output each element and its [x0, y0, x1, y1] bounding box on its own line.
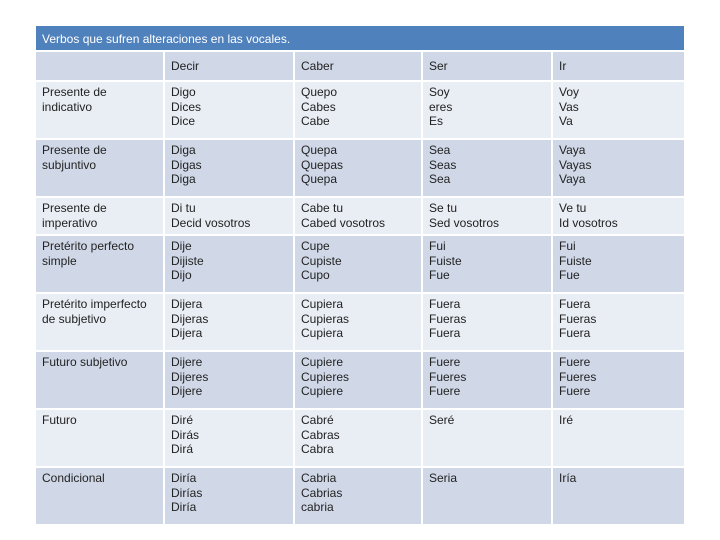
conjugation-form: Dices: [171, 99, 202, 114]
conjugation-form: Quepas: [301, 157, 344, 172]
conjugation-cell-ser: [422, 235, 552, 293]
conjugation-form: Diría: [171, 500, 197, 514]
tense-label-line: Presente de: [42, 143, 107, 157]
conjugation-cell-caber: [294, 351, 422, 409]
conjugation-cell-caber: [294, 139, 422, 197]
tense-label: [36, 351, 164, 409]
conjugation-form: Dijeras: [171, 311, 209, 326]
conjugation-cell-ser: [422, 81, 552, 139]
conjugation-form: Sea: [429, 143, 451, 157]
conjugation-form: Dirías: [171, 485, 203, 500]
table-row: [36, 409, 684, 467]
conjugation-form: Cupe: [301, 239, 330, 253]
conjugation-cell-caber: [294, 467, 422, 525]
conjugation-cell-caber: [294, 81, 422, 139]
conjugation-form: Dijere: [171, 355, 203, 369]
table-row: [36, 235, 684, 293]
tense-label: [36, 409, 164, 467]
conjugation-form: Diré: [171, 413, 194, 427]
conjugation-cell-caber: [294, 235, 422, 293]
conjugation-form: Vayas: [559, 157, 592, 172]
conjugation-form: Fui: [559, 239, 576, 253]
conjugation-form: Sed vosotros: [429, 215, 500, 230]
tense-label-line: de subjetivo: [42, 311, 107, 326]
table-row: [36, 467, 684, 525]
conjugation-form: Fue: [559, 268, 580, 282]
conjugation-form: Cupo: [301, 268, 330, 282]
conjugation-form: Iría: [559, 471, 577, 485]
tense-label-line: Futuro subjetivo: [42, 355, 128, 369]
conjugation-form: Seria: [429, 471, 458, 485]
conjugation-form: Sea: [429, 172, 451, 186]
conjugation-form: Id vosotros: [559, 215, 618, 230]
conjugation-form: Dijera: [171, 297, 203, 311]
conjugation-form: Cabed vosotros: [301, 215, 386, 230]
tense-label: [36, 197, 164, 235]
conjugation-form: Fuere: [429, 355, 461, 369]
conjugation-form: Quepo: [301, 85, 338, 99]
conjugation-cell-ser: [422, 351, 552, 409]
tense-label-line: Pretérito perfecto: [42, 239, 135, 253]
conjugation-cell-caber: [294, 293, 422, 351]
conjugation-form: Fuiste: [559, 253, 592, 268]
conjugation-form: Vaya: [559, 172, 586, 186]
conjugation-form: Fuera: [429, 297, 461, 311]
conjugation-cell-decir: [164, 139, 294, 197]
tense-label-line: Presente de: [42, 201, 107, 215]
conjugation-form: Seré: [429, 413, 455, 427]
conjugation-form: cabria: [301, 500, 334, 514]
table-row: [36, 139, 684, 197]
conjugation-form: Cupiere: [301, 355, 344, 369]
conjugation-form: Dirá: [171, 442, 194, 456]
conjugation-form: Fuiste: [429, 253, 462, 268]
conjugation-form: Dice: [171, 114, 196, 128]
conjugation-form: Vaya: [559, 143, 586, 157]
conjugation-form: Dirás: [171, 427, 200, 442]
conjugation-form: Va: [559, 114, 573, 128]
conjugation-cell-ir: [552, 351, 684, 409]
conjugation-form: Fuere: [429, 384, 461, 398]
conjugation-form: Cupiera: [301, 326, 344, 340]
tense-label: [36, 81, 164, 139]
conjugation-form: Cabe tu: [301, 201, 344, 215]
conjugation-form: Diría: [171, 471, 197, 485]
conjugation-cell-decir: [164, 197, 294, 235]
conjugation-cell-decir: [164, 351, 294, 409]
conjugation-form: Decid vosotros: [171, 215, 251, 230]
conjugation-form: Vas: [559, 99, 579, 114]
conjugation-cell-decir: [164, 81, 294, 139]
conjugation-table: [36, 52, 684, 526]
tense-label-line: simple: [42, 253, 77, 268]
conjugation-form: Fueras: [559, 311, 597, 326]
tense-label: [36, 139, 164, 197]
tense-label: [36, 235, 164, 293]
conjugation-cell-ser: [422, 409, 552, 467]
conjugation-form: Es: [429, 114, 444, 128]
conjugation-cell-ir: [552, 235, 684, 293]
header-cell-empty: [36, 52, 164, 81]
conjugation-form: Cupiera: [301, 297, 344, 311]
conjugation-form: Cupiere: [301, 384, 344, 398]
header-cell-ser: Ser: [422, 52, 552, 81]
table-row: [36, 197, 684, 235]
conjugation-form: Fuera: [429, 326, 461, 340]
conjugation-form: Quepa: [301, 143, 338, 157]
conjugation-form: Se tu: [429, 201, 458, 215]
conjugation-form: Dijeres: [171, 369, 209, 384]
table-row: [36, 351, 684, 409]
conjugation-cell-ir: [552, 139, 684, 197]
conjugation-form: Cabré: [301, 413, 334, 427]
tense-label: [36, 467, 164, 525]
conjugation-cell-ser: [422, 197, 552, 235]
conjugation-form: Cabra: [301, 442, 334, 456]
conjugation-form: Dije: [171, 239, 192, 253]
conjugation-cell-ser: [422, 293, 552, 351]
table-row: [36, 81, 684, 139]
conjugation-form: Fuere: [559, 384, 591, 398]
conjugation-form: Fue: [429, 268, 450, 282]
header-cell-caber: Caber: [294, 52, 422, 81]
conjugation-form: Cabrias: [301, 485, 343, 500]
conjugation-cell-decir: [164, 467, 294, 525]
tense-label-line: Pretérito imperfecto: [42, 297, 147, 311]
conjugation-form: Fuera: [559, 297, 591, 311]
conjugation-form: Diga: [171, 143, 196, 157]
header-cell-ir: Ir: [552, 52, 684, 81]
conjugation-form: Cabes: [301, 99, 336, 114]
conjugation-form: Cupieres: [301, 369, 350, 384]
conjugation-form: Digas: [171, 157, 202, 172]
conjugation-form: Cabria: [301, 471, 337, 485]
conjugation-cell-ir: [552, 81, 684, 139]
header-row: [36, 52, 684, 81]
tense-label: [36, 293, 164, 351]
tense-label-line: Futuro: [42, 413, 77, 427]
header-cell-decir: Decir: [164, 52, 294, 81]
tense-label-line: indicativo: [42, 99, 93, 114]
conjugation-form: Dijo: [171, 268, 192, 282]
conjugation-form: Cupieras: [301, 311, 350, 326]
conjugation-form: Digo: [171, 85, 196, 99]
conjugation-form: Ve tu: [559, 201, 587, 215]
conjugation-form: Dijere: [171, 384, 203, 398]
conjugation-cell-ser: [422, 467, 552, 525]
conjugation-form: Fui: [429, 239, 446, 253]
conjugation-form: Voy: [559, 85, 580, 99]
conjugation-form: eres: [429, 99, 453, 114]
conjugation-form: Fueras: [429, 311, 467, 326]
tense-label-line: imperativo: [42, 215, 98, 230]
tense-label-line: subjuntivo: [42, 157, 97, 172]
conjugation-form: Dijera: [171, 326, 203, 340]
tense-label-line: Condicional: [42, 471, 105, 485]
conjugation-cell-decir: [164, 409, 294, 467]
conjugation-form: Dijiste: [171, 253, 204, 268]
conjugation-cell-ir: [552, 409, 684, 467]
conjugation-cell-ir: [552, 197, 684, 235]
conjugation-form: Iré: [559, 413, 574, 427]
conjugation-form: Fueres: [429, 369, 467, 384]
conjugation-form: Quepa: [301, 172, 338, 186]
conjugation-form: Cupiste: [301, 253, 342, 268]
conjugation-cell-ir: [552, 467, 684, 525]
conjugation-cell-caber: [294, 197, 422, 235]
conjugation-form: Seas: [429, 157, 457, 172]
conjugation-cell-decir: [164, 293, 294, 351]
table-row: [36, 293, 684, 351]
conjugation-cell-ser: [422, 139, 552, 197]
conjugation-form: Diga: [171, 172, 196, 186]
conjugation-table-container: [36, 26, 684, 526]
conjugation-form: Fueres: [559, 369, 597, 384]
conjugation-form: Di tu: [171, 201, 196, 215]
conjugation-form: Soy: [429, 85, 450, 99]
conjugation-cell-caber: [294, 409, 422, 467]
conjugation-form: Fuere: [559, 355, 591, 369]
conjugation-cell-decir: [164, 235, 294, 293]
tense-label-line: Presente de: [42, 85, 107, 99]
conjugation-cell-ir: [552, 293, 684, 351]
conjugation-form: Fuera: [559, 326, 591, 340]
conjugation-form: Cabras: [301, 427, 340, 442]
table-title: Verbos que sufren alteraciones en las vocales.: [36, 26, 684, 52]
conjugation-form: Cabe: [301, 114, 330, 128]
